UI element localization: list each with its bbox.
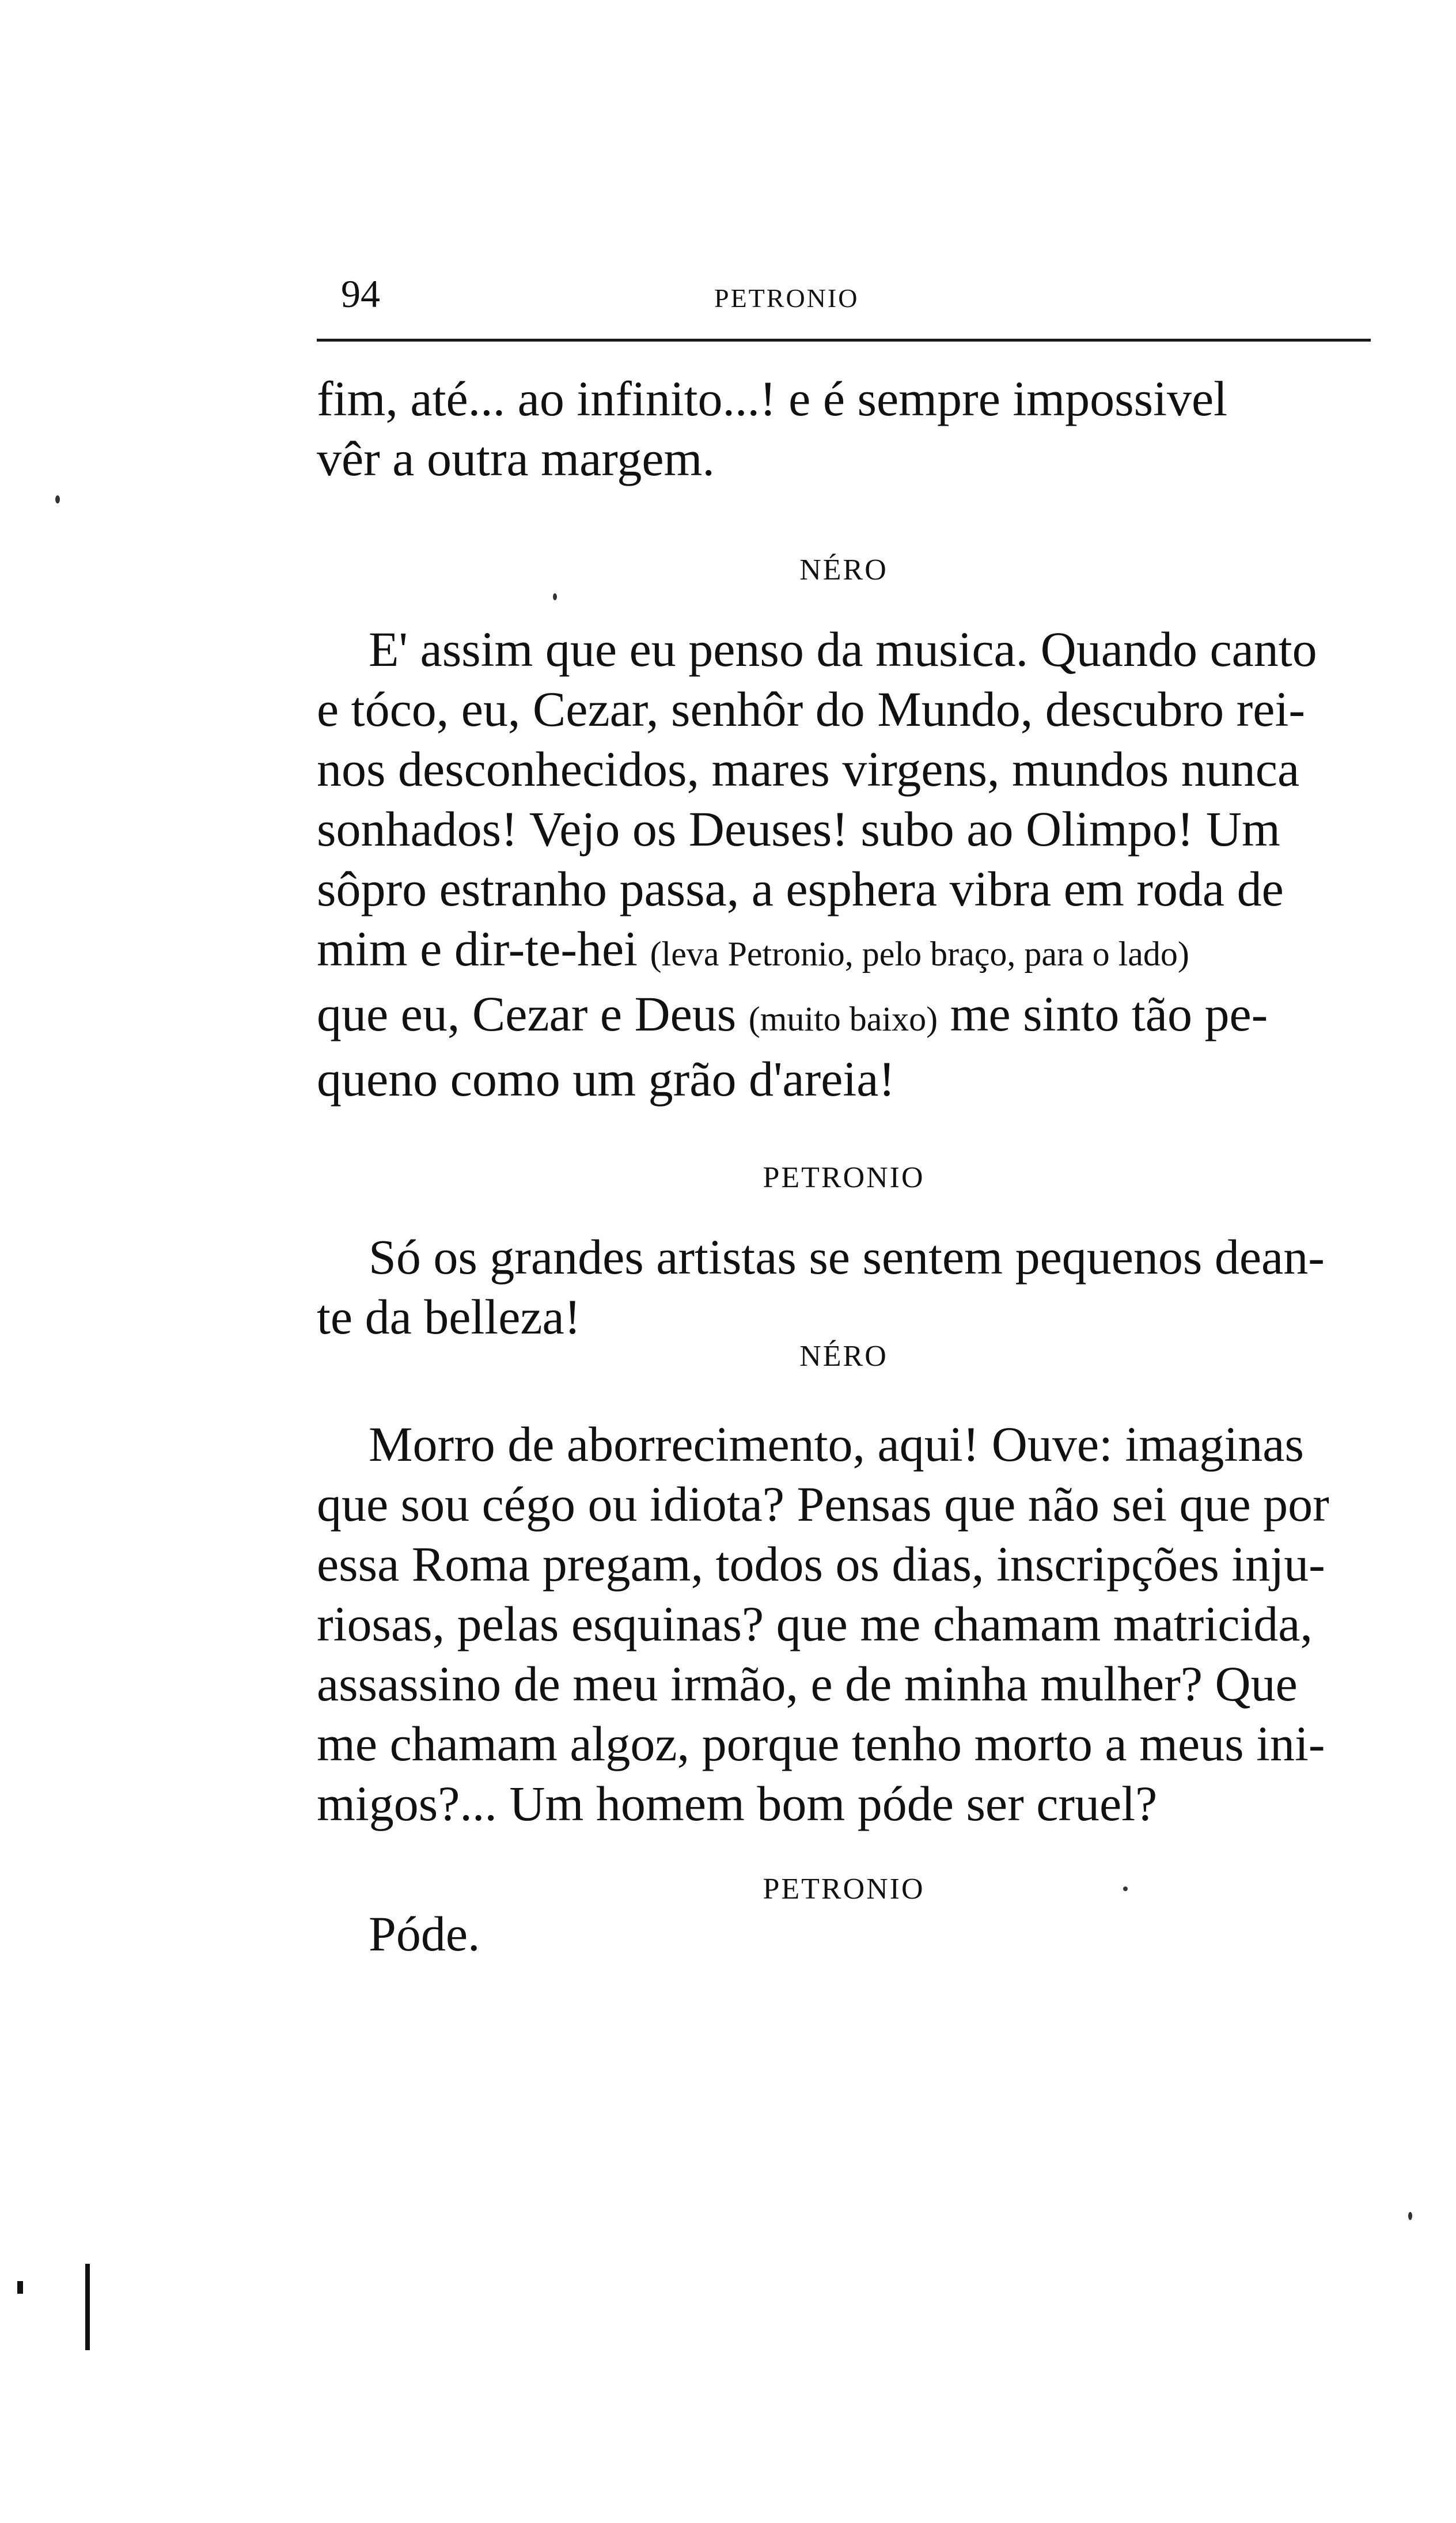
scan-speck	[553, 593, 557, 600]
speaker-name: NÉRO	[799, 554, 888, 586]
page-header	[317, 271, 1371, 334]
text-line: riosas, pelas esquinas? que me chamam matricida,	[317, 1596, 1313, 1651]
running-head: PETRONIO	[714, 283, 859, 313]
speech-nero-2	[317, 1414, 1371, 1833]
text-line: fim, até... ao infinito...! e é sempre impossivel	[317, 371, 1228, 426]
speaker-name: PETRONIO	[763, 1873, 925, 1905]
text-line: nos desconhecidos, mares virgens, mundos nunca	[317, 741, 1300, 797]
text-line: assassino de meu irmão, e de minha mulher? Que	[317, 1656, 1298, 1711]
scan-speck	[1123, 1886, 1128, 1891]
page-number: 94	[341, 272, 380, 316]
text-line: que sou cégo ou idiota? Pensas que não sei que por	[317, 1476, 1329, 1532]
text-line: que eu, Cezar e Deus (muito baixo) me sinto tão pe-	[317, 986, 1268, 1041]
text-line: Só os grandes artistas se sentem pequenos dean-	[369, 1229, 1325, 1285]
text-line: Póde.	[369, 1906, 480, 1961]
text-line: te da belleza!	[317, 1289, 581, 1344]
speech-petronio-1	[317, 1227, 1371, 1347]
speaker-name: PETRONIO	[763, 1161, 925, 1194]
text-line: sôpro estranho passa, a esphera vibra em roda de	[317, 861, 1284, 916]
scan-speck	[1408, 2212, 1412, 2220]
header-rule	[317, 339, 1371, 342]
speech-petronio-2	[317, 1904, 1371, 1964]
text-line: e tóco, eu, Cezar, senhôr do Mundo, descubro rei-	[317, 681, 1306, 737]
text-line: mim e dir-te-hei (leva Petronio, pelo braço, para o lado)	[317, 921, 1189, 976]
scan-speck	[55, 495, 60, 503]
text-line: migos?... Um homem bom póde ser cruel?	[317, 1776, 1158, 1831]
text-line: Morro de aborrecimento, aqui! Ouve: imaginas	[369, 1416, 1304, 1472]
text-line: sonhados! Vejo os Deuses! subo ao Olimpo! Um	[317, 801, 1280, 857]
speaker-name: NÉRO	[799, 1340, 888, 1373]
speech-nero-1	[317, 619, 1371, 1109]
paragraph-continuation	[317, 369, 1371, 488]
margin-mark	[85, 2264, 90, 2350]
text-line: me chamam algoz, porque tenho morto a meus ini-	[317, 1716, 1325, 1771]
text-line: queno como um grão d'areia!	[317, 1051, 896, 1107]
margin-mark	[17, 2281, 23, 2294]
text-line: vêr a outra margem.	[317, 431, 715, 486]
text-line: E' assim que eu penso da musica. Quando canto	[369, 622, 1317, 677]
text-line: essa Roma pregam, todos os dias, inscripções inju-	[317, 1536, 1325, 1592]
stage-direction: (leva Petronio, pelo braço, para o lado)	[650, 935, 1189, 973]
stage-direction: (muito baixo)	[748, 1000, 938, 1038]
